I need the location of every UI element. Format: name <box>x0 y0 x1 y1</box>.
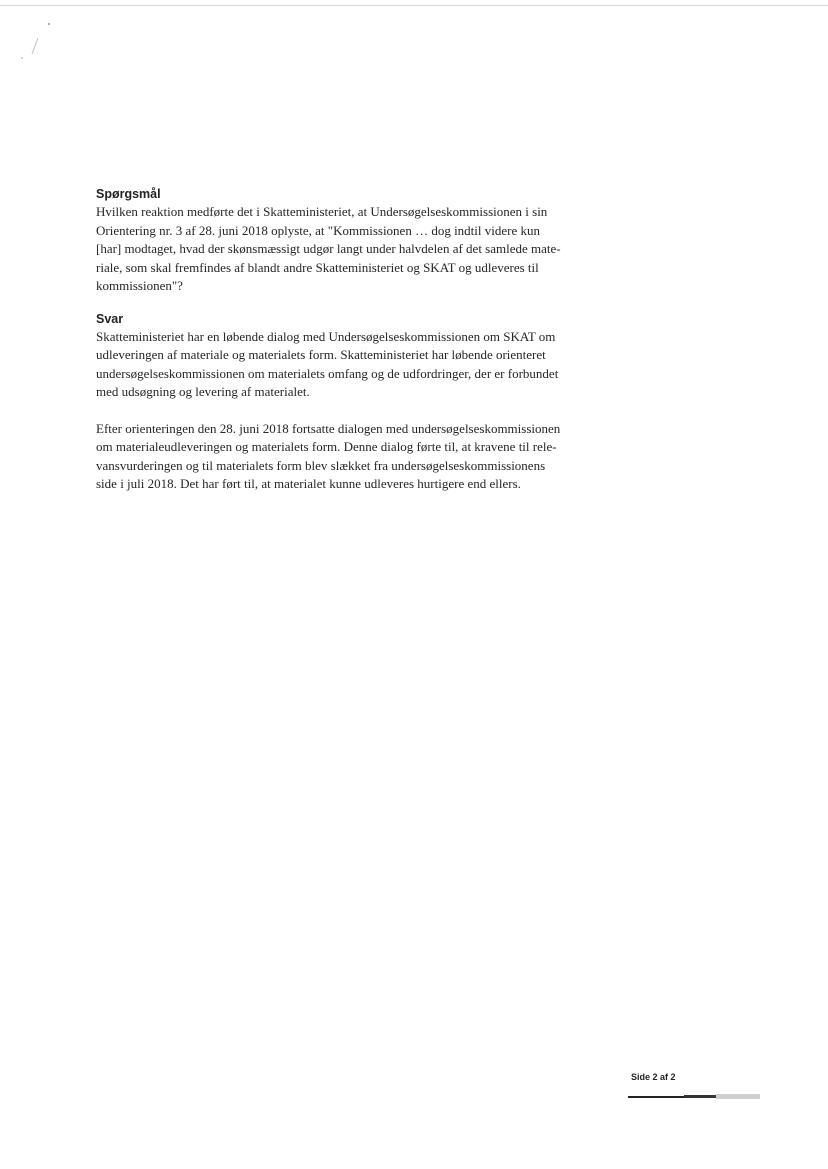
question-line: Orientering nr. 3 af 28. juni 2018 oplyste, at "Kommissionen … dog indtil videre kun <box>96 222 540 238</box>
answer-line: side i juli 2018. Det har ført til, at materialet kunne udleveres hurtigere end ellers. <box>96 476 521 491</box>
answer-line: Efter orienteringen den 28. juni 2018 fortsatte dialogen med undersøgelseskommissionen <box>96 420 561 436</box>
answer-paragraph-2 <box>96 420 596 494</box>
question-line: riale, som skal fremfindes af blandt andre Skatteministeriet og SKAT og udleveres til <box>96 259 539 275</box>
footer-bar-segment <box>716 1094 760 1099</box>
answer-line: Skatteministeriet har en løbende dialog med Undersøgelseskommissionen om SKAT om <box>96 328 556 344</box>
question-section <box>96 186 596 296</box>
answer-line: med udsøgning og levering af materialet. <box>96 384 310 399</box>
question-line: kommissionen"? <box>96 278 183 293</box>
page-number-label: Side 2 af 2 <box>631 1072 676 1082</box>
footer-bar-segment <box>628 1096 684 1098</box>
scan-artifact-mark <box>18 20 54 60</box>
answer-line: om materialeudleveringen og materialets form. Denne dialog førte til, at kravene til rele- <box>96 439 557 454</box>
question-line: Hvilken reaktion medførte det i Skatteministeriet, at Undersøgelseskommissionen i sin <box>96 204 548 219</box>
answer-heading: Svar <box>96 311 124 326</box>
document-body <box>96 186 596 509</box>
question-line: [har] modtaget, hvad der skønsmæssigt udgør langt under halvdelen af det samlede mate- <box>96 241 561 256</box>
answer-section <box>96 311 596 494</box>
answer-paragraph-1 <box>96 328 596 402</box>
answer-line: udleveringen af materiale og materialets form. Skatteministeriet har løbende orienteret <box>96 347 546 362</box>
answer-line: vansvurderingen og til materialets form blev slækket fra undersøgelseskommissionens <box>96 457 546 473</box>
footer-bar-segment <box>684 1095 716 1098</box>
question-heading: Spørgsmål <box>96 187 161 201</box>
top-scan-rule <box>0 5 828 6</box>
footer-bar <box>628 1094 760 1099</box>
answer-line: undersøgelseskommissionen om materialets omfang og de udfordringer, der er forbundet <box>96 365 559 381</box>
